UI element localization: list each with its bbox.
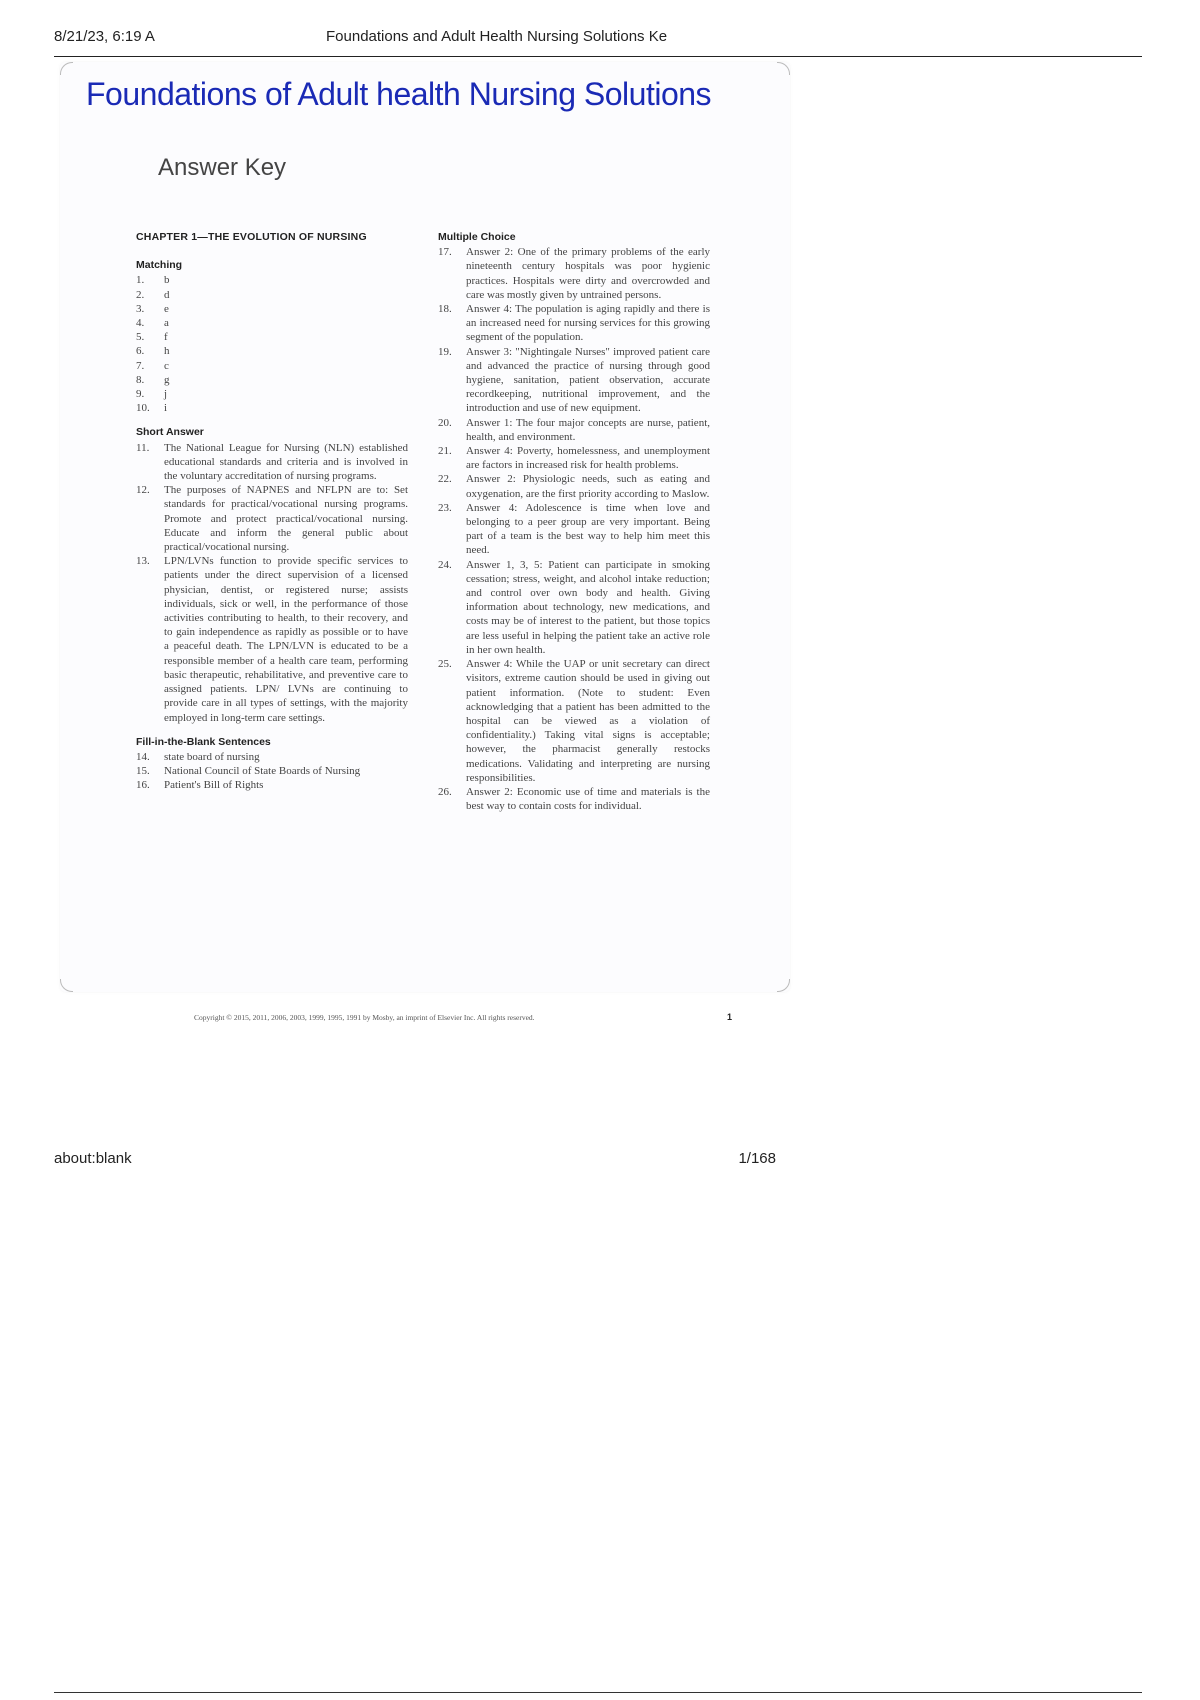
fill-in-blank-heading: Fill-in-the-Blank Sentences xyxy=(136,735,271,748)
item-number: 1. xyxy=(136,274,145,287)
item-text: Answer 4: Adolescence is time when love and belonging to a peer group are very important. Being part of a team is the best way to help him meet this need. xyxy=(466,501,710,557)
item-number: 14. xyxy=(136,750,150,763)
list-item xyxy=(136,441,408,484)
list-item xyxy=(136,373,408,387)
list-item xyxy=(136,387,408,401)
item-text: Answer 4: The population is aging rapidly and there is an increased need for nursing services for this growing segment of the population. xyxy=(466,303,710,344)
list-item xyxy=(136,764,408,778)
crop-mark xyxy=(60,62,73,75)
item-number: 2. xyxy=(136,288,145,301)
list-item xyxy=(136,483,408,554)
item-text: The National League for Nursing (NLN) established educational standards and criteria and is involved in the voluntary accreditation of nursing programs. xyxy=(164,441,408,483)
list-item xyxy=(438,345,710,416)
item-text: LPN/LVNs function to provide specific services to patients under the direct supervision of a licensed physician, dentist, or registered nurse; assists individuals, sick or well, in the performance of those activities contributing to health, to their recovery, and to gain independence as rapidly as possible or to have a peaceful death. The LPN/LVN is educated to be a responsible member of a health care team, performing basic therapeutic, rehabilitative, and preventive care to assigned patients. LPN/ LVNs are continuing to provide care in all types of settings, with the majority employed in long-term care settings. xyxy=(164,555,408,724)
print-header xyxy=(54,28,1142,58)
item-number: 16. xyxy=(136,779,150,792)
item-number: 22. xyxy=(438,473,452,486)
multiple-choice-list xyxy=(438,245,710,813)
matching-list xyxy=(136,273,408,415)
print-page-count: 1/168 xyxy=(738,1150,776,1167)
short-answer-list xyxy=(136,441,408,725)
item-text: Answer 2: Physiologic needs, such as eating and oxygenation, are the first priority according to Maslow. xyxy=(466,473,710,500)
print-page-title: Foundations and Adult Health Nursing Solutions Ke xyxy=(326,28,668,45)
item-text: Answer 1, 3, 5: Patient can participate in smoking cessation; stress, weight, and alcohol intake reduction; and control over own body and health. Giving information about technology, new medications, and costs may be of interest to the patient, but those topics are less useful in helping the patient take an active role in her own health. xyxy=(466,558,710,656)
document-title: Foundations of Adult health Nursing Solutions xyxy=(86,76,712,112)
item-text: h xyxy=(164,345,170,358)
list-item xyxy=(438,302,710,345)
list-item xyxy=(136,330,408,344)
item-number: 5. xyxy=(136,331,145,344)
item-number: 6. xyxy=(136,345,145,358)
item-number: 24. xyxy=(438,558,452,571)
item-text: state board of nursing xyxy=(164,750,260,763)
item-number: 18. xyxy=(438,303,452,316)
item-number: 13. xyxy=(136,555,150,568)
item-number: 9. xyxy=(136,388,145,401)
item-text: Patient's Bill of Rights xyxy=(164,779,264,792)
list-item xyxy=(438,472,710,500)
list-item xyxy=(136,778,408,792)
list-item xyxy=(438,785,710,813)
item-text: b xyxy=(164,274,170,287)
list-item xyxy=(136,316,408,330)
page-number: 1 xyxy=(727,1012,733,1022)
matching-heading: Matching xyxy=(136,259,183,272)
item-text: c xyxy=(164,359,169,372)
list-item xyxy=(136,288,408,302)
list-item xyxy=(438,245,710,302)
item-text: Answer 3: "Nightingale Nurses" improved patient care and advanced the practice of nursing through good hygiene, sanitation, patient observation, accurate recordkeeping, nutritional improvement, and the introduction and use of new equipment. xyxy=(466,345,710,415)
crop-mark xyxy=(60,979,73,992)
list-item xyxy=(438,501,710,558)
item-text: Answer 2: One of the primary problems of the early nineteenth century hospitals was poor hygienic practices. Hospitals were dirty and overcrowded and care was mostly given by untrained persons. xyxy=(466,246,710,301)
multiple-choice-heading: Multiple Choice xyxy=(438,231,516,243)
item-text: e xyxy=(164,302,169,315)
list-item xyxy=(136,273,408,287)
left-column xyxy=(136,230,408,793)
item-number: 23. xyxy=(438,501,452,514)
copyright-notice: Copyright © 2015, 2011, 2006, 2003, 1999, 1995, 1991 by Mosby, an imprint of Elsevier Inc. All rights reserved. xyxy=(194,1013,535,1022)
crop-mark xyxy=(777,62,790,75)
list-item xyxy=(438,657,710,785)
short-answer-heading: Short Answer xyxy=(136,426,204,439)
item-text: d xyxy=(164,288,170,301)
item-text: Answer 2: Economic use of time and materials is the best way to contain costs for individual. xyxy=(466,785,710,813)
item-text: j xyxy=(164,388,168,401)
item-number: 4. xyxy=(136,317,145,330)
item-number: 3. xyxy=(136,302,145,315)
item-text: g xyxy=(164,373,170,386)
item-number: 26. xyxy=(438,785,452,798)
item-number: 15. xyxy=(136,765,150,778)
item-text: Answer 4: Poverty, homelessness, and unemployment are factors in increased risk for health problems. xyxy=(466,445,710,472)
fill-in-blank-list xyxy=(136,750,408,793)
print-url: about:blank xyxy=(54,1150,132,1167)
item-number: 7. xyxy=(136,359,145,372)
list-item xyxy=(136,344,408,358)
right-column xyxy=(438,230,710,813)
item-number: 20. xyxy=(438,416,452,429)
document-subtitle: Answer Key xyxy=(158,154,287,181)
header-rule xyxy=(54,56,1142,57)
item-text: i xyxy=(164,402,168,415)
list-item xyxy=(136,554,408,724)
item-text: Answer 1: The four major concepts are nurse, patient, health, and environment. xyxy=(466,416,710,443)
list-item xyxy=(136,750,408,764)
list-item xyxy=(136,401,408,415)
item-text: Answer 4: While the UAP or unit secretary can direct visitors, extreme caution should be used in giving out patient information. (Note to student: Even acknowledging that a patient has been admitted to the hospital can be viewed as a violation of confidentiality.) Taking vital signs is acceptable; however, the pharmacist generally restocks medications. Validating and interpreting are nursing responsibilities. xyxy=(466,658,710,784)
list-item xyxy=(438,558,710,657)
item-text: National Council of State Boards of Nursing xyxy=(164,765,361,778)
item-text: The purposes of NAPNES and NFLPN are to: Set standards for practical/vocational nursing programs. Promote and protect practical/vocational nursing. Educate and inform the general public about practical/vocational nursing. xyxy=(164,484,408,554)
item-number: 12. xyxy=(136,484,150,497)
footer-rule xyxy=(54,1692,1142,1693)
list-item xyxy=(136,359,408,373)
print-datetime: 8/21/23, 6:19 A xyxy=(54,28,155,45)
item-number: 25. xyxy=(438,658,452,671)
item-number: 17. xyxy=(438,246,452,259)
item-number: 8. xyxy=(136,373,145,386)
item-number: 11. xyxy=(136,441,150,454)
chapter-heading: CHAPTER 1—THE EVOLUTION OF NURSING xyxy=(136,231,367,243)
item-number: 19. xyxy=(438,345,452,358)
item-number: 10. xyxy=(136,402,150,415)
item-text: f xyxy=(164,331,168,344)
list-item xyxy=(438,444,710,472)
list-item xyxy=(136,302,408,316)
list-item xyxy=(438,416,710,444)
item-number: 21. xyxy=(438,445,452,458)
item-text: a xyxy=(164,317,169,330)
crop-mark xyxy=(777,979,790,992)
